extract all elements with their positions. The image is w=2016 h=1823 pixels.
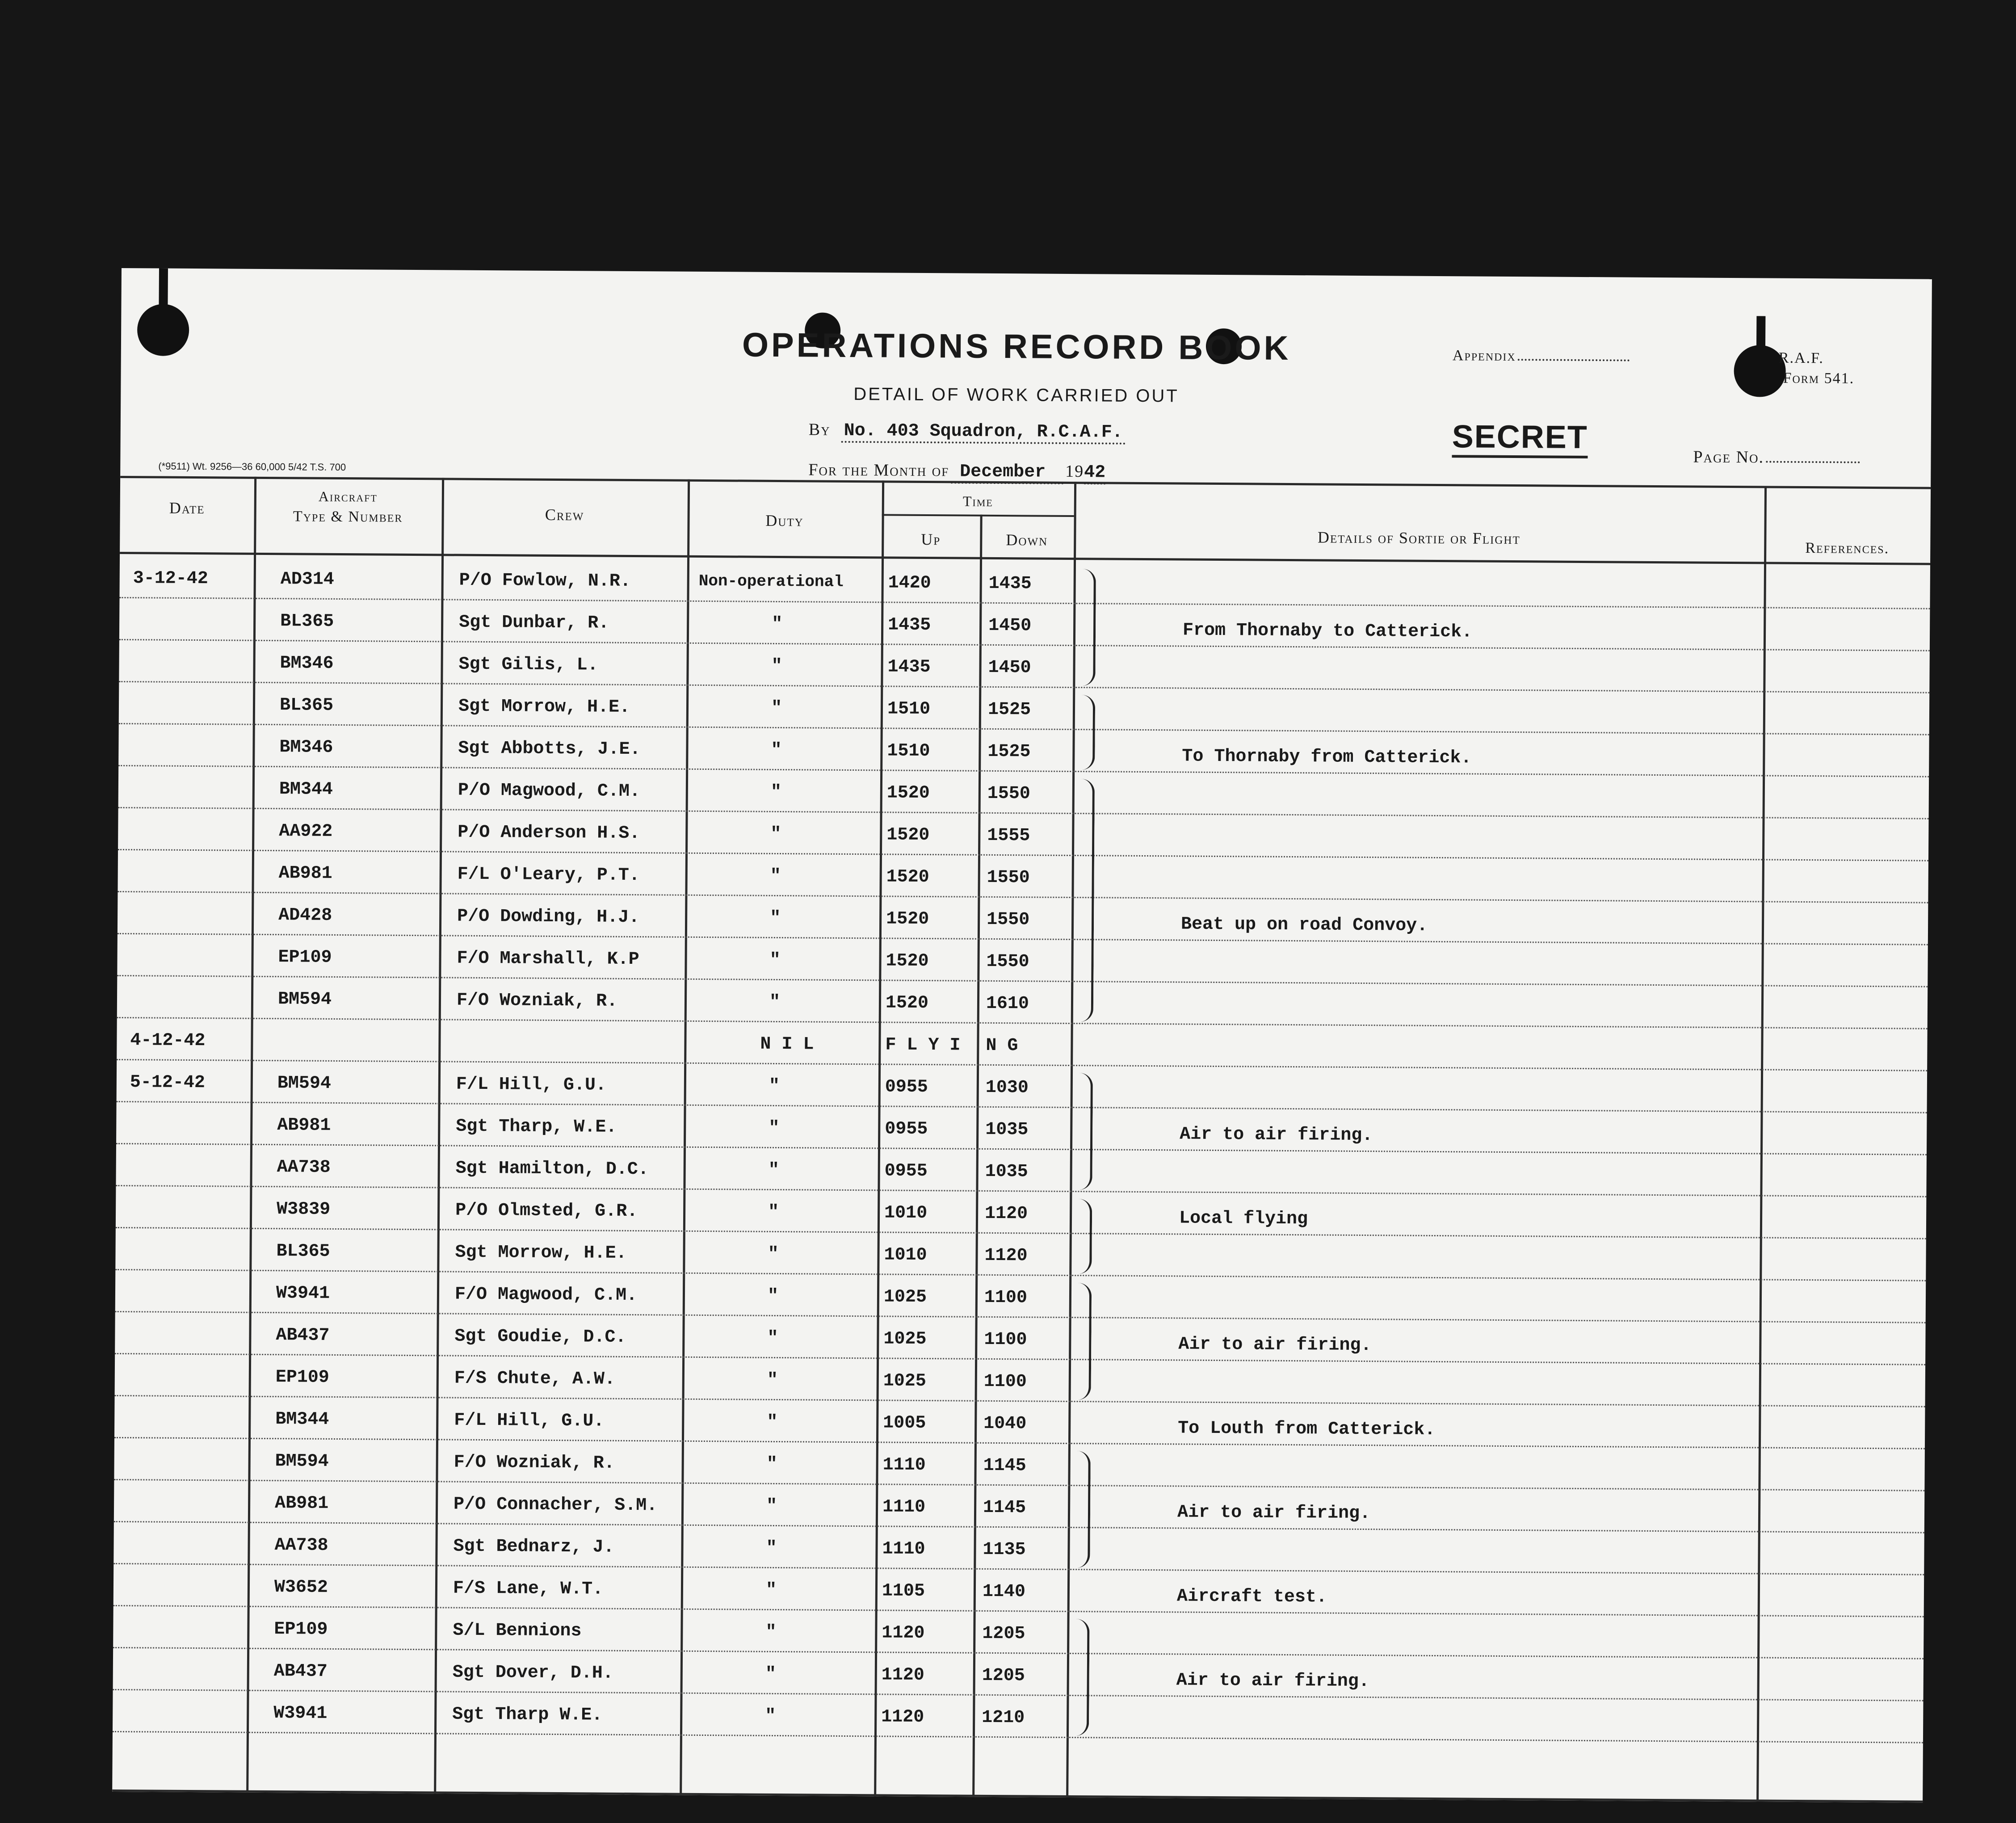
page-number-line xyxy=(1693,445,1860,467)
cell-time-up: 1025 xyxy=(883,1329,927,1350)
row-rule xyxy=(113,1647,1924,1659)
cell-time-up: 1105 xyxy=(882,1581,925,1602)
cell-time-up: 1110 xyxy=(882,1497,926,1518)
cell-time-down: 1100 xyxy=(984,1287,1028,1308)
cell-time-up: 1435 xyxy=(887,657,931,678)
month-label: For the Month of xyxy=(808,460,949,480)
cell-time-up: F L Y I xyxy=(885,1035,961,1056)
cell-crew: P/O Olmsted, G.R. xyxy=(455,1200,638,1222)
month-value: December xyxy=(951,462,1063,484)
cell-duty: " xyxy=(767,1286,779,1307)
cell-time-up: 1025 xyxy=(883,1287,927,1308)
cell-crew: P/O Dowding, H.J. xyxy=(457,906,640,928)
cell-duty: " xyxy=(771,740,782,761)
col-rule-details xyxy=(1756,486,1767,1802)
row-rule xyxy=(118,765,1929,777)
year-prefix: 19 xyxy=(1065,462,1084,481)
appendix-field[interactable] xyxy=(1518,344,1630,361)
cell-duty: " xyxy=(766,1496,777,1517)
cell-crew: F/O Marshall, K.P xyxy=(457,948,639,970)
appendix-label: Appendix xyxy=(1452,347,1516,365)
row-rule xyxy=(116,1143,1927,1155)
record-sheet xyxy=(112,268,1932,1803)
page-number-label: Page No. xyxy=(1693,447,1764,467)
row-rule xyxy=(117,1017,1928,1029)
cell-duty: Non-operational xyxy=(698,571,844,591)
cell-aircraft: EP109 xyxy=(278,947,332,968)
cell-time-down: 1120 xyxy=(984,1245,1028,1266)
cell-aircraft: EP109 xyxy=(275,1367,330,1388)
cell-duty: " xyxy=(768,1244,779,1265)
time-split-rule xyxy=(882,514,1074,517)
form-label-2: Form 541. xyxy=(1783,370,1855,387)
cell-aircraft: AA738 xyxy=(274,1535,328,1556)
cell-aircraft: AB981 xyxy=(277,1115,331,1136)
col-rule-down xyxy=(1066,482,1076,1798)
grouping-brace xyxy=(1075,1283,1092,1400)
row-rule xyxy=(116,1185,1926,1197)
cell-time-down: 1040 xyxy=(983,1413,1027,1434)
cell-date: 3-12-42 xyxy=(133,568,208,589)
cell-aircraft: BM344 xyxy=(275,1409,329,1430)
cell-crew: S/L Bennions xyxy=(453,1620,582,1642)
cell-time-up: 1010 xyxy=(884,1245,927,1266)
sortie-detail: Air to air firing. xyxy=(1178,1334,1372,1356)
row-rule xyxy=(115,1311,1926,1323)
sortie-detail: Air to air firing. xyxy=(1177,1502,1371,1524)
cell-time-up: 0955 xyxy=(885,1077,928,1098)
row-rule xyxy=(119,723,1929,735)
cell-crew: F/S Chute, A.W. xyxy=(454,1368,616,1390)
cell-aircraft: W3941 xyxy=(276,1283,330,1304)
cell-duty: " xyxy=(771,698,782,719)
cell-aircraft: AB437 xyxy=(276,1325,330,1346)
sortie-detail: Air to air firing. xyxy=(1176,1670,1369,1692)
cell-crew: Sgt Gilis, L. xyxy=(458,654,598,676)
cell-crew: P/O Fowlow, N.R. xyxy=(459,570,631,592)
cell-aircraft: AB437 xyxy=(273,1661,328,1682)
header-down: Down xyxy=(1006,531,1048,549)
header-date: Date xyxy=(169,499,205,517)
cell-time-down: 1550 xyxy=(987,783,1031,804)
cell-duty: " xyxy=(770,824,781,845)
cell-time-up: 1420 xyxy=(888,573,931,594)
sortie-detail: Beat up on road Convoy. xyxy=(1180,914,1428,936)
cell-time-down: 1140 xyxy=(982,1581,1026,1602)
page-title: OPERATIONS RECORD BOOK xyxy=(742,326,1291,367)
sortie-detail: From Thornaby to Catterick. xyxy=(1182,620,1473,643)
cell-date: 4-12-42 xyxy=(130,1030,206,1051)
grouping-brace xyxy=(1076,1073,1093,1190)
col-rule-date xyxy=(246,477,256,1793)
cell-crew: Sgt Dunbar, R. xyxy=(459,612,609,634)
form-label-1: R.A.F. xyxy=(1778,349,1824,367)
cell-date: 5-12-42 xyxy=(130,1072,206,1093)
row-rule xyxy=(115,1353,1925,1365)
cell-time-down: 1205 xyxy=(982,1623,1025,1644)
cell-crew: Sgt Morrow, H.E. xyxy=(458,696,630,718)
cell-duty: " xyxy=(768,1202,779,1223)
cell-time-up: 1520 xyxy=(886,783,930,804)
row-rule xyxy=(117,975,1928,987)
row-rule xyxy=(119,597,1930,609)
grouping-brace xyxy=(1079,695,1095,770)
header-up: Up xyxy=(921,530,941,549)
cell-time-down: 1555 xyxy=(987,825,1030,846)
cell-aircraft: BM594 xyxy=(275,1451,329,1472)
cell-aircraft: EP109 xyxy=(274,1619,328,1640)
grouping-brace xyxy=(1079,569,1096,686)
table-bottom-rule xyxy=(112,1789,1923,1803)
cell-crew: F/O Wozniak, R. xyxy=(454,1452,615,1474)
cell-crew: Sgt Bednarz, J. xyxy=(453,1536,614,1558)
cell-time-up: 1025 xyxy=(883,1371,926,1392)
cell-crew: F/L Hill, G.U. xyxy=(456,1074,607,1096)
cell-crew: P/O Anderson H.S. xyxy=(458,822,640,844)
cell-time-down: 1030 xyxy=(985,1077,1029,1098)
row-rule xyxy=(118,891,1928,903)
cell-time-up: 1010 xyxy=(884,1203,928,1224)
cell-time-up: 1110 xyxy=(882,1539,925,1560)
secret-stamp: SECRET xyxy=(1452,418,1588,458)
sortie-detail: To Thornaby from Catterick. xyxy=(1182,746,1472,769)
cell-duty: " xyxy=(769,908,781,929)
cell-time-down: 1610 xyxy=(986,993,1029,1014)
cell-crew: Sgt Dover, D.H. xyxy=(452,1662,614,1684)
unit-line xyxy=(809,420,1126,444)
by-label: By xyxy=(808,420,831,439)
col-rule-up xyxy=(972,515,983,1797)
cell-aircraft: AA738 xyxy=(277,1157,331,1178)
cell-crew: F/L Hill, G.U. xyxy=(454,1410,605,1432)
header-references: References. xyxy=(1805,540,1890,557)
punch-slit-left xyxy=(159,269,168,309)
cell-time-down: 1035 xyxy=(985,1119,1029,1140)
row-rule xyxy=(117,1059,1927,1071)
punch-hole-right xyxy=(1734,345,1786,397)
cell-time-down: 1450 xyxy=(988,615,1032,636)
cell-time-down: 1550 xyxy=(987,867,1030,888)
cell-aircraft: W3941 xyxy=(273,1703,328,1724)
col-rule-aircraft xyxy=(434,478,444,1794)
cell-aircraft: AD428 xyxy=(278,905,332,926)
header-aircraft-2: Type & Number xyxy=(293,508,403,525)
row-rule xyxy=(118,933,1928,945)
sortie-detail: Aircraft test. xyxy=(1176,1586,1327,1608)
grouping-brace xyxy=(1076,1199,1092,1274)
cell-time-up: 0955 xyxy=(885,1119,928,1140)
cell-time-up: 1435 xyxy=(888,615,931,636)
row-rule xyxy=(119,681,1929,693)
grouping-brace xyxy=(1078,779,1095,1022)
header-time: Time xyxy=(962,493,993,509)
cell-crew: Sgt Abbotts, J.E. xyxy=(458,738,641,760)
sortie-detail: Air to air firing. xyxy=(1180,1124,1373,1146)
cell-time-up: 1510 xyxy=(887,741,930,762)
cell-time-up: 1120 xyxy=(882,1623,925,1644)
header-crew: Crew xyxy=(545,505,584,524)
cell-time-down: 1145 xyxy=(983,1497,1026,1518)
cell-duty: " xyxy=(771,656,782,677)
row-rule xyxy=(113,1689,1924,1701)
cell-time-down: 1145 xyxy=(983,1455,1026,1476)
cell-duty: " xyxy=(767,1328,778,1349)
cell-duty: " xyxy=(766,1454,777,1475)
cell-time-up: 1520 xyxy=(886,951,929,972)
cell-time-up: 1520 xyxy=(886,867,929,888)
cell-time-down: 1120 xyxy=(984,1203,1028,1224)
cell-aircraft: W3839 xyxy=(277,1199,331,1220)
cell-time-up: 1005 xyxy=(883,1413,926,1434)
cell-aircraft: BL365 xyxy=(280,611,334,632)
print-code: (*9511) Wt. 9256—36 60,000 5/42 T.S. 700 xyxy=(158,460,346,473)
cell-time-down: 1550 xyxy=(986,951,1029,972)
row-rule xyxy=(114,1521,1924,1533)
row-rule xyxy=(113,1731,1923,1743)
unit-value: No. 403 Squadron, R.C.A.F. xyxy=(841,421,1126,445)
year-value: 42 xyxy=(1084,462,1105,484)
cell-time-down: 1100 xyxy=(983,1371,1027,1392)
row-rule xyxy=(115,1269,1926,1281)
cell-duty: " xyxy=(765,1580,777,1601)
page-number-field[interactable] xyxy=(1766,445,1860,463)
cell-aircraft: AB981 xyxy=(278,863,332,884)
cell-time-down: 1210 xyxy=(982,1707,1025,1728)
cell-crew: Sgt Tharp W.E. xyxy=(452,1704,603,1726)
col-rule-crew xyxy=(680,479,690,1795)
header-bottom-rule xyxy=(120,552,1930,565)
cell-aircraft: BM346 xyxy=(279,737,333,758)
cell-time-down: 1435 xyxy=(988,573,1032,594)
row-rule xyxy=(115,1395,1925,1407)
cell-time-up: 1510 xyxy=(887,699,931,720)
cell-time-down: 1525 xyxy=(987,699,1031,720)
row-rule xyxy=(114,1479,1924,1491)
cell-duty: " xyxy=(769,950,781,971)
row-rule xyxy=(113,1605,1924,1617)
cell-time-down: 1135 xyxy=(983,1539,1026,1560)
cell-time-up: 1120 xyxy=(881,1707,924,1728)
cell-time-up: 1110 xyxy=(882,1455,926,1476)
cell-crew: F/L O'Leary, P.T. xyxy=(457,864,640,886)
sortie-detail: Local flying xyxy=(1179,1208,1308,1230)
cell-duty: " xyxy=(767,1370,778,1391)
cell-crew: Sgt Hamilton, D.C. xyxy=(455,1158,649,1180)
cell-aircraft: BL365 xyxy=(279,695,334,716)
cell-duty: N I L xyxy=(760,1034,814,1055)
cell-aircraft: BL365 xyxy=(276,1241,330,1262)
cell-time-down: N G xyxy=(986,1035,1018,1056)
cell-crew: P/O Connacher, S.M. xyxy=(453,1494,658,1516)
cell-aircraft: BM344 xyxy=(279,779,333,800)
cell-time-down: 1205 xyxy=(982,1665,1025,1686)
cell-time-up: 1120 xyxy=(881,1665,924,1686)
row-rule xyxy=(114,1437,1925,1449)
cell-aircraft: W3652 xyxy=(274,1577,328,1598)
cell-crew: Sgt Tharp, W.E. xyxy=(456,1116,617,1138)
cell-duty: " xyxy=(768,1160,779,1181)
cell-duty: " xyxy=(765,1622,777,1643)
cell-duty: " xyxy=(770,866,781,887)
grouping-brace xyxy=(1074,1451,1091,1568)
cell-duty: " xyxy=(769,1118,780,1139)
grouping-brace xyxy=(1073,1619,1090,1736)
row-rule xyxy=(116,1227,1926,1239)
cell-duty: " xyxy=(772,614,783,635)
row-rule xyxy=(117,1101,1927,1113)
row-rule xyxy=(118,849,1928,861)
page-subtitle: DETAIL OF WORK CARRIED OUT xyxy=(853,384,1179,406)
cell-duty: " xyxy=(766,1538,777,1559)
header-details: Details of Sortie or Flight xyxy=(1317,528,1520,548)
header-duty: Duty xyxy=(765,511,804,530)
cell-crew: F/O Wozniak, R. xyxy=(456,990,618,1012)
cell-time-up: 1520 xyxy=(885,993,929,1014)
cell-aircraft: AB981 xyxy=(274,1493,329,1514)
sortie-detail: To Louth from Catterick. xyxy=(1178,1418,1436,1441)
cell-aircraft: BM594 xyxy=(277,1073,332,1094)
cell-time-down: 1450 xyxy=(988,657,1031,678)
cell-crew: F/S Lane, W.T. xyxy=(453,1578,604,1600)
cell-aircraft: AA922 xyxy=(279,821,333,842)
row-rule xyxy=(119,639,1930,651)
cell-duty: " xyxy=(765,1706,776,1727)
cell-duty: " xyxy=(765,1664,776,1685)
cell-aircraft: BM346 xyxy=(280,653,334,674)
cell-time-up: 1520 xyxy=(886,909,929,930)
cell-duty: " xyxy=(769,1076,780,1097)
cell-crew: Sgt Goudie, D.C. xyxy=(454,1326,626,1348)
row-rule xyxy=(113,1563,1924,1575)
cell-duty: " xyxy=(769,992,781,1013)
cell-crew: F/O Magwood, C.M. xyxy=(454,1284,638,1306)
cell-crew: P/O Magwood, C.M. xyxy=(458,780,641,802)
cell-time-up: 1520 xyxy=(886,825,930,846)
header-aircraft-1: Aircraft xyxy=(318,488,378,505)
cell-duty: " xyxy=(770,782,782,803)
row-rule xyxy=(118,807,1929,819)
cell-time-down: 1525 xyxy=(987,741,1031,762)
cell-time-down: 1035 xyxy=(985,1161,1028,1182)
punch-hole-left xyxy=(137,304,189,356)
cell-time-down: 1550 xyxy=(986,909,1030,930)
cell-duty: " xyxy=(767,1412,778,1433)
cell-crew: Sgt Morrow, H.E. xyxy=(455,1242,627,1264)
appendix-line xyxy=(1453,343,1630,365)
cell-time-down: 1100 xyxy=(984,1329,1027,1350)
cell-time-up: 0955 xyxy=(884,1161,928,1182)
cell-aircraft: AD314 xyxy=(280,569,334,590)
cell-aircraft: BM594 xyxy=(277,989,332,1010)
